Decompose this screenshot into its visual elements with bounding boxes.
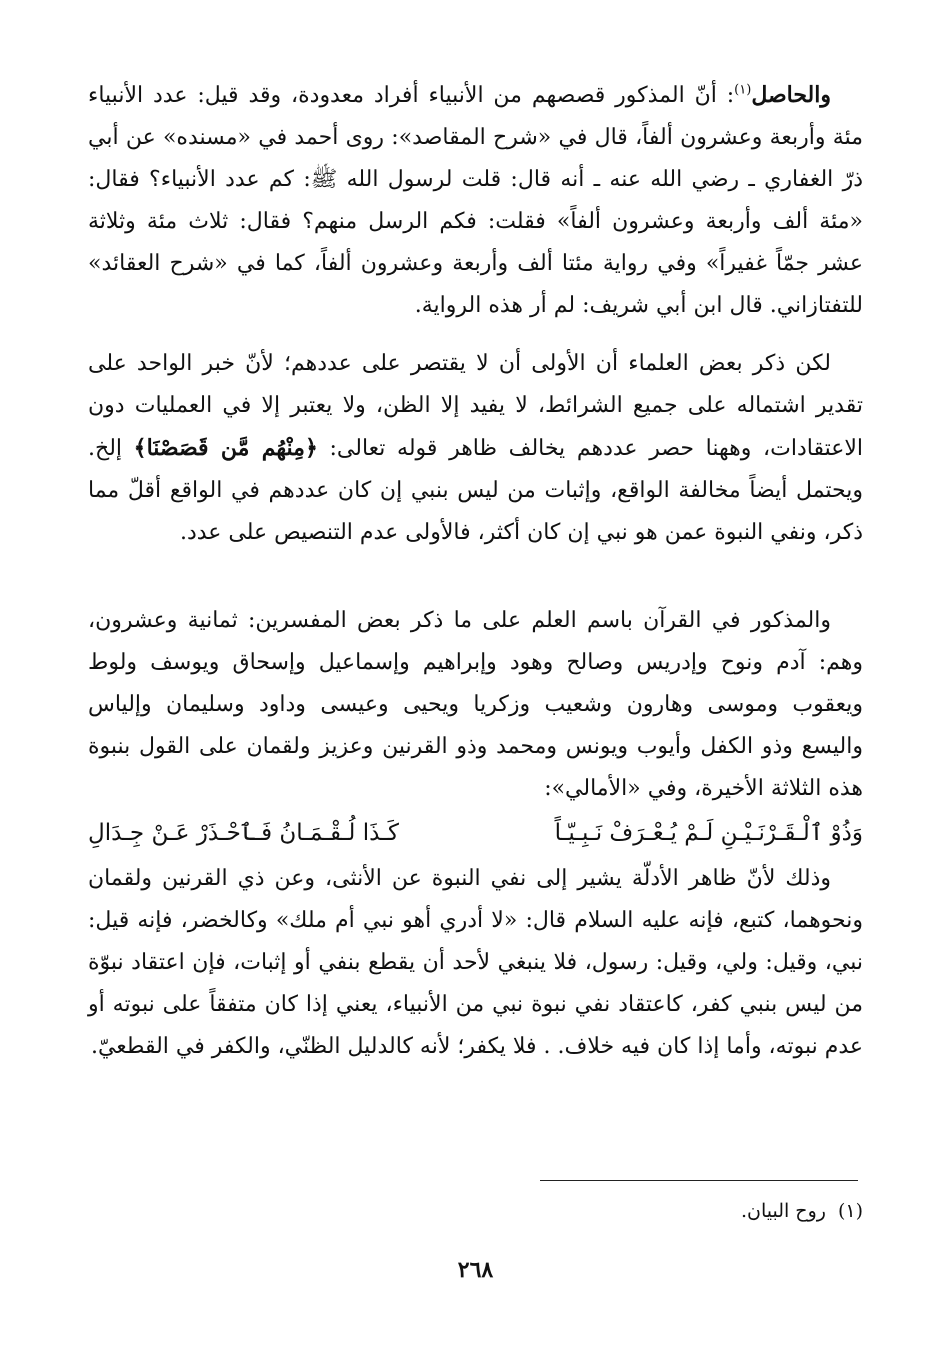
- footnote-divider: [540, 1180, 858, 1181]
- paragraph-text: : أنّ المذكور قصصهم من الأنبياء أفراد معدودة، وقد قيل: عدد الأنبياء مئة وأربعة وعشرون ألفاً، قال في «شرح المقاصد»: روى أحمد في «مسنده» عن أبي ذرّ الغفاري ـ رضي الله عنه ـ أنه قال: قلت لرسول الله ﷺ: كم عدد الأنبياء؟ فقال: «مئة ألف وأربعة وعشرون ألفاً» فقلت: فكم الرسل منهم؟ فقال: ثلاث مئة وثلاثة عشر جمّاً غفيراً» وفي رواية مئتا ألف وأربعة وعشرون ألفاً، كما في «شرح العقائد» للتفتازاني. قال ابن أبي شريف: لم أر هذه الرواية.: [88, 83, 863, 318]
- footnote-reference: (١): [734, 82, 752, 98]
- footnote: [741, 1196, 863, 1226]
- paragraph-text: وذلك لأنّ ظاهر الأدلّة يشير إلى نفي النبوة عن الأنثى، وعن ذي القرنين ولقمان ونحوهما، كتبع، فإنه عليه السلام قال: «لا أدري أهو نبي أم ملك» وكالخضر، فإنه قيل: نبي، وقيل: ولي، وقيل: رسول، فلا ينبغي لأحد أن يقطع بنفي أو إثبات، فإن اعتقاد نبوّة من ليس بنبي كفر، كاعتقاد نفي نبوة نبي من الأنبياء، يعني إذا كان متفقاً على نبوته أو عدم نبوته، وأما إذا كان فيه خلاف. . فلا يكفر؛ لأنه كالدليل الظنّي، والكفر في القطعيّ.: [88, 866, 863, 1059]
- paragraph-scholars-opinion: [88, 343, 863, 554]
- paragraph-named-prophets: [88, 600, 863, 810]
- verse-first-hemistich: وَذُوْ ٱلْـقَـرْنَـيْـنِ لَـمْ يُـعْـرَفْ نَـبِـيّـاً: [554, 820, 863, 846]
- footnote-number: (١): [837, 1200, 863, 1222]
- lead-word: والحاصل: [751, 82, 831, 108]
- footnote-text: روح البيان.: [740, 1200, 826, 1222]
- page-number: ٢٦٨: [457, 1257, 494, 1283]
- paragraph-text: والمذكور في القرآن باسم العلم على ما ذكر بعض المفسرين: ثمانية وعشرون، وهم: آدم ونوح وإدريس وصالح وهود وإبراهيم وإسماعيل وإسحاق ويوسف ولوط ويعقوب وموسى وهارون وشعيب وزكريا ويحيى وعيسى وداود وسليمان وإلياس واليسع وذو الكفل وأيوب ويونس ومحمد وذو القرنين وعزيز ولقمان على القول بنبوة هذه الثلاثة الأخيرة، وفي «الأمالي»:: [88, 608, 863, 801]
- paragraph-explanation: [88, 858, 863, 1068]
- paragraph-conclusion: [88, 74, 863, 327]
- paragraph-text: لكن ذكر بعض العلماء أن الأولى أن لا يقتصر على عددهم؛ لأنّ خبر الواحد على تقدير اشتماله على جميع الشرائط، لا يفيد إلا الظن، ولا يعتبر إلا في العمليات دون الاعتقادات، وههنا حصر عددهم يخالف ظاهر قوله تعالى:: [88, 351, 863, 461]
- verse-second-hemistich: كَـذَا لُـقْـمَـانُ فَـٱحْـذَرْ عَـنْ جِـدَالِ: [88, 820, 399, 846]
- quran-quote: ﴿مِنْهُم مَّن قَصَصْنَا﴾: [133, 435, 318, 461]
- poetry-verse: [88, 812, 863, 854]
- paragraph-text: إلخ. ويحتمل أيضاً مخالفة الواقع، وإثبات من ليس بنبي إن كان عددهم في الواقع أقلّ مما ذكر، ونفي النبوة عمن هو نبي إن كان أكثر، فالأولى عدم التنصيص على عدد.: [88, 436, 863, 545]
